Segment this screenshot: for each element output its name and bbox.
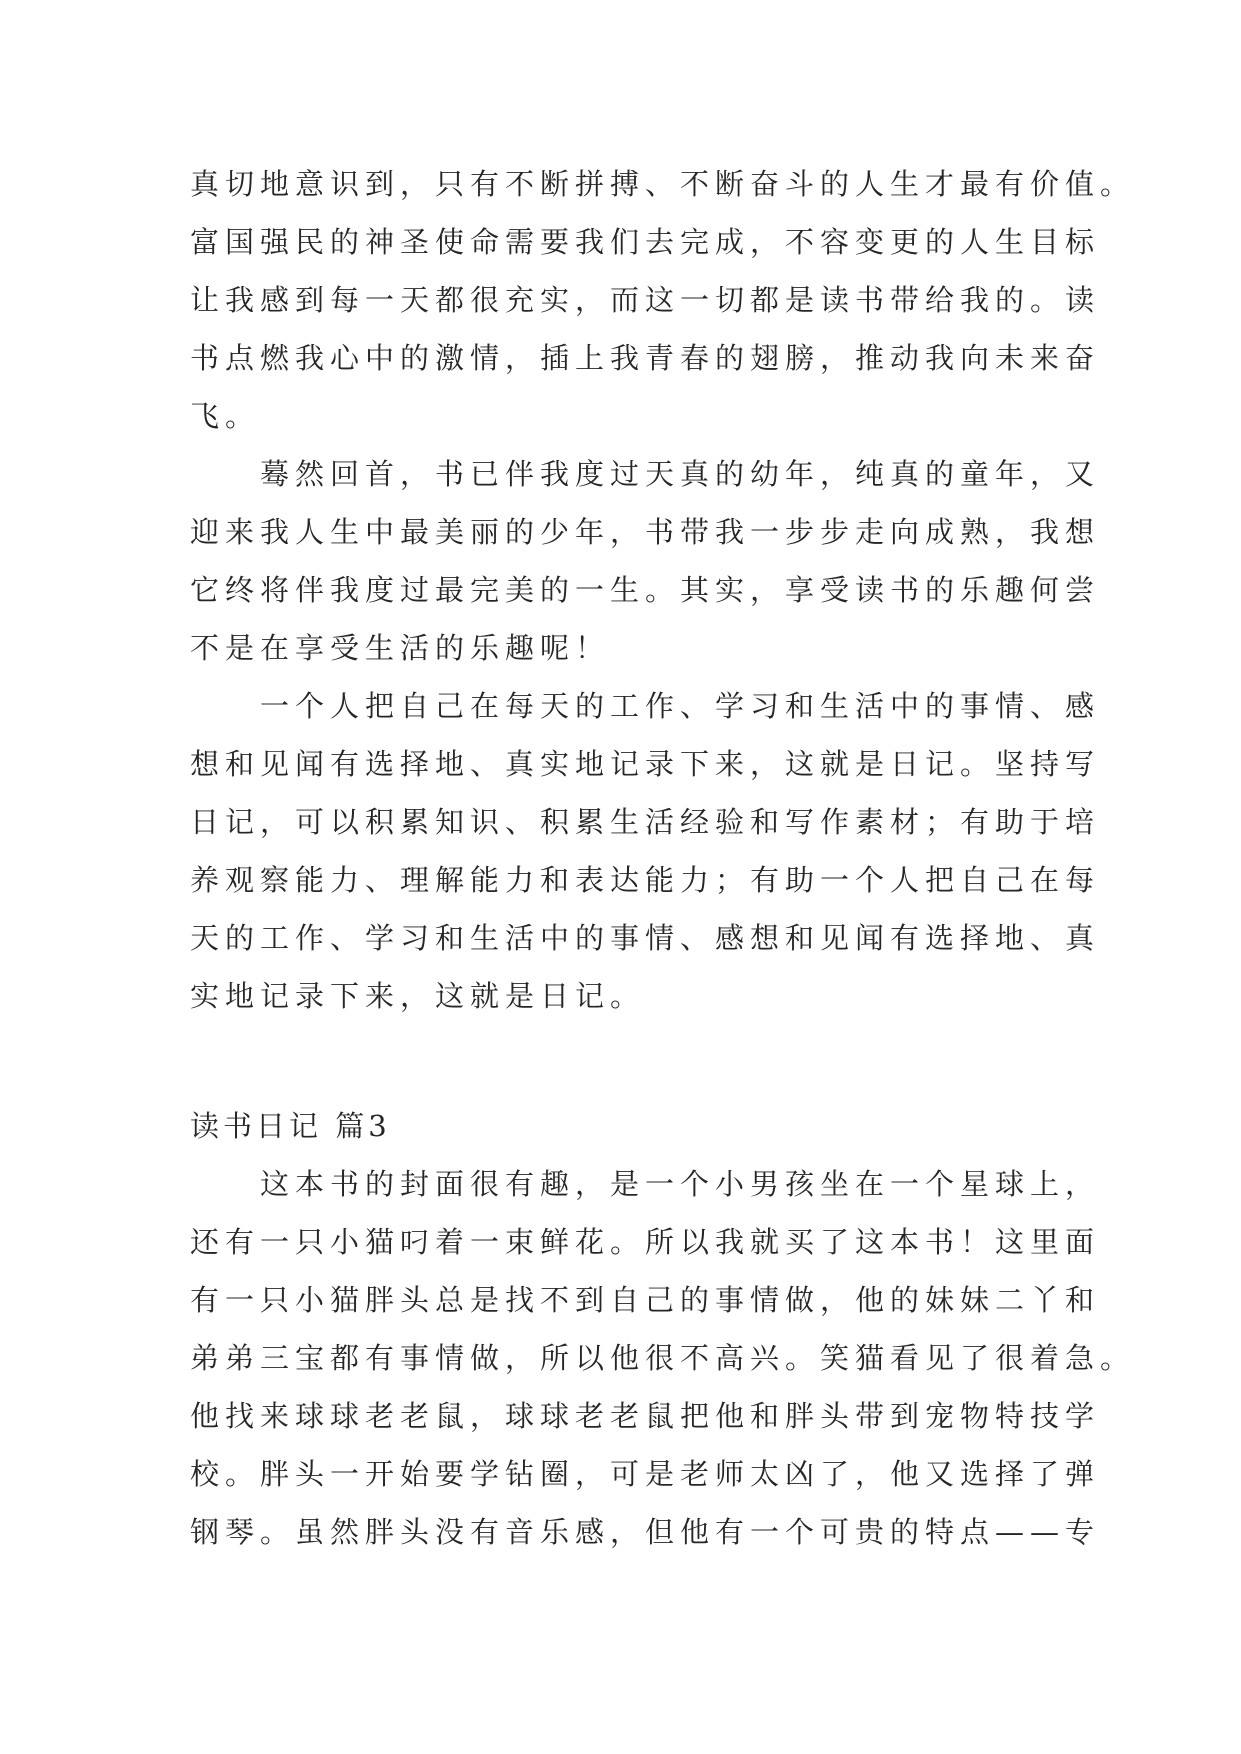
text-line: 这本书的封面很有趣，是一个小男孩坐在一个星球上， (260, 1167, 1101, 1201)
paragraph-2 (190, 445, 1101, 677)
text-line: 还有一只小猫叼着一束鲜花。所以我就买了这本书！这里面 (190, 1225, 1101, 1259)
text-line: 钢琴。虽然胖头没有音乐感，但他有一个可贵的特点——专 (190, 1515, 1101, 1549)
text-line: 它终将伴我度过最完美的一生。其实，享受读书的乐趣何尝 (190, 573, 1101, 607)
text-line: 实地记录下来，这就是日记。 (190, 979, 646, 1013)
text-line: 飞。 (190, 399, 261, 433)
document-body (190, 155, 1136, 1561)
text-line: 迎来我人生中最美丽的少年，书带我一步步走向成熟，我想 (190, 515, 1101, 549)
text-line: 让我感到每一天都很充实，而这一切都是读书带给我的。读 (190, 283, 1101, 317)
section-spacer (190, 1025, 1060, 1097)
text-line: 校。胖头一开始要学钻圈，可是老师太凶了，他又选择了弹 (190, 1457, 1101, 1491)
section-heading: 读书日记 篇3 (190, 1109, 391, 1143)
text-line: 蓦然回首，书已伴我度过天真的幼年，纯真的童年，又 (260, 457, 1101, 491)
text-line: 不是在享受生活的乐趣呢！ (190, 631, 611, 665)
text-line: 富国强民的神圣使命需要我们去完成，不容变更的人生目标 (190, 225, 1101, 259)
paragraph-1 (190, 155, 1136, 445)
paragraph-3 (190, 677, 1101, 1025)
paragraph-4 (190, 1155, 1136, 1561)
text-line: 弟弟三宝都有事情做，所以他很不高兴。笑猫看见了很着急。 (190, 1341, 1136, 1375)
text-line: 一个人把自己在每天的工作、学习和生活中的事情、感 (260, 689, 1101, 723)
text-line: 想和见闻有选择地、真实地记录下来，这就是日记。坚持写 (190, 747, 1101, 781)
text-line: 真切地意识到，只有不断拼搏、不断奋斗的人生才最有价值。 (190, 167, 1136, 201)
text-line: 养观察能力、理解能力和表达能力；有助一个人把自己在每 (190, 863, 1101, 897)
text-line: 日记，可以积累知识、积累生活经验和写作素材；有助于培 (190, 805, 1101, 839)
text-line: 天的工作、学习和生活中的事情、感想和见闻有选择地、真 (190, 921, 1101, 955)
text-line: 他找来球球老老鼠，球球老老鼠把他和胖头带到宠物特技学 (190, 1399, 1101, 1433)
text-line: 书点燃我心中的激情，插上我青春的翅膀，推动我向未来奋 (190, 341, 1101, 375)
text-line: 有一只小猫胖头总是找不到自己的事情做，他的妹妹二丫和 (190, 1283, 1101, 1317)
